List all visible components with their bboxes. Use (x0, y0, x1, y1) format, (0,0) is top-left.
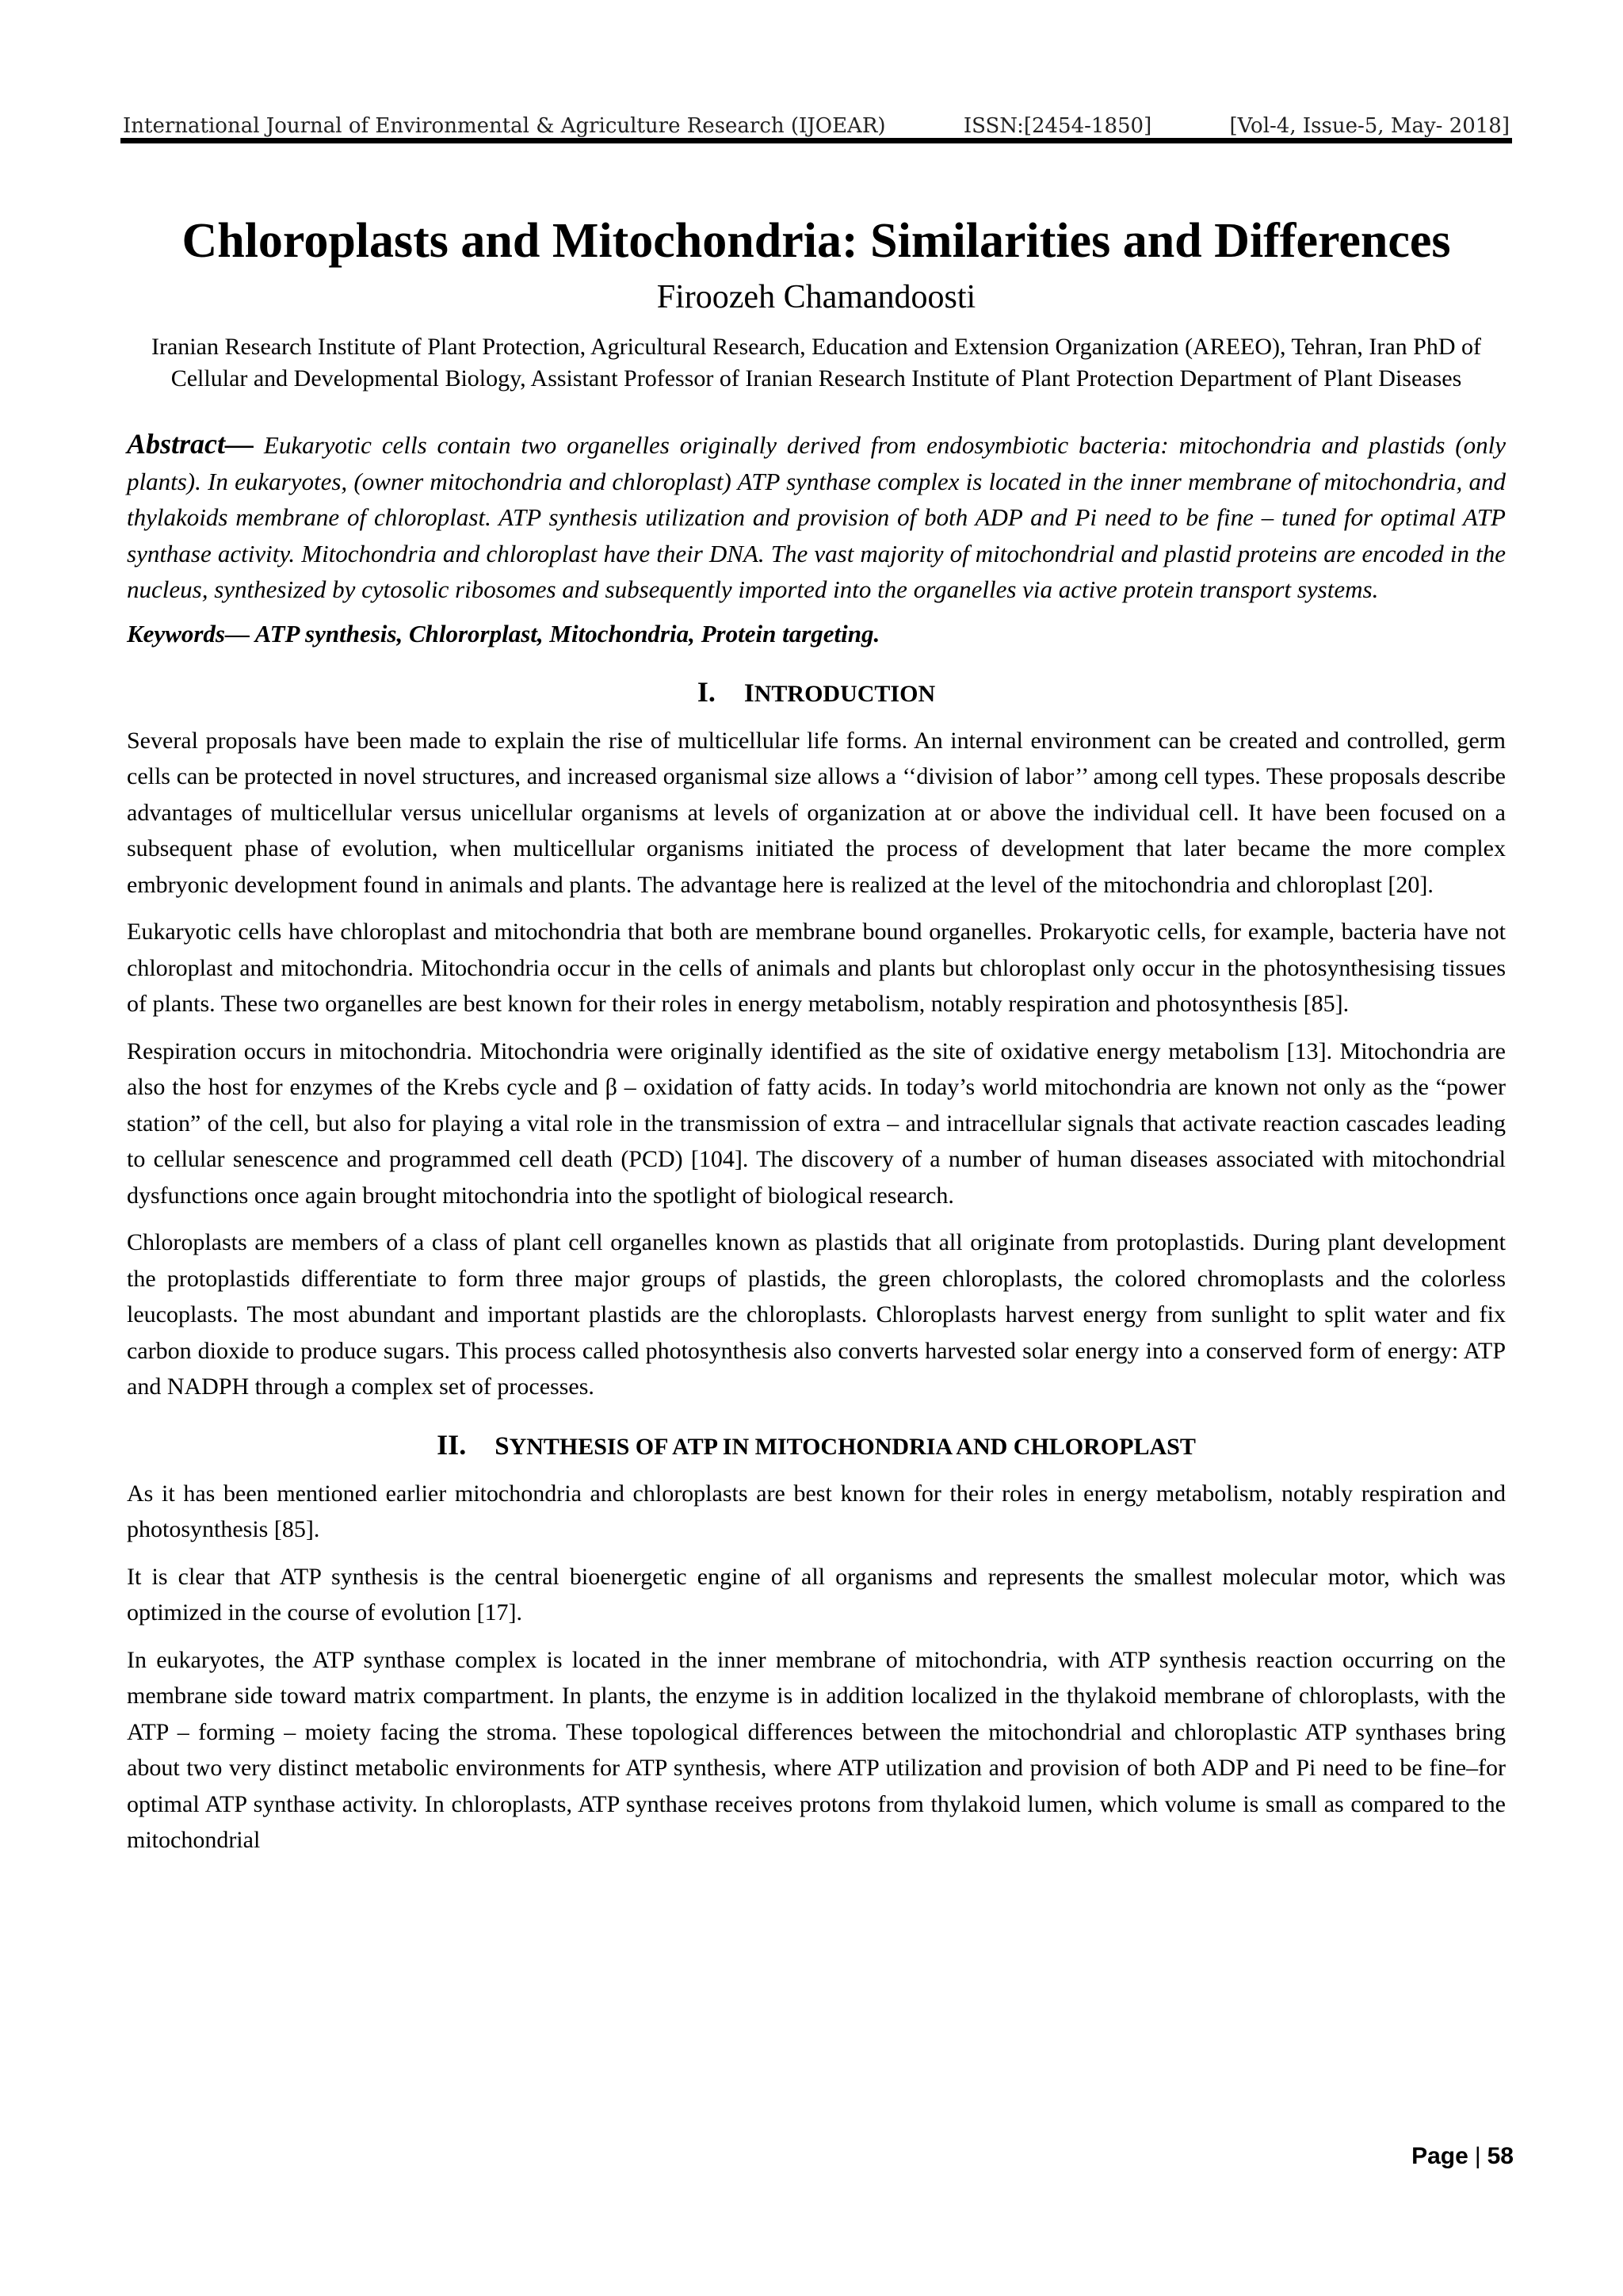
page-number: 58 (1487, 2143, 1514, 2169)
footer-separator: | (1474, 2143, 1481, 2169)
page-label: Page (1411, 2143, 1468, 2169)
paragraph: Eukaryotic cells have chloroplast and mitochondria that both are membrane bound organelles. Prokaryotic cells, for example, bacteria have not chloroplast and mitochondria. Mitochondria occur in the cells of animals and plants but chloroplast only occur in the photosynthesising tissues of plants. These two organelles are best known for their roles in energy metabolism, notably respiration and photosynthesis [85]. (127, 919, 1506, 1017)
article-body (127, 208, 1506, 1870)
issn: ISSN:[2454-1850] (963, 114, 1152, 138)
abstract-text: Eukaryotic cells contain two organelles originally derived from endosymbiotic bacteria: mitochondria and plastids (only plants). In eukaryotes, (owner mitochondria and chloroplast) ATP synthase complex is located in the inner membrane of mitochondria, and thylakoids membrane of chloroplast. ATP synthesis utilization and provision of both ADP and Pi need to be fine – tuned for optimal ATP synthase activity. Mitochondria and chloroplast have their DNA. The vast majority of mitochondrial and plastid proteins are encoded in the nucleus, synthesized by cytosolic ribosomes and subsequently imported into the organelles via active protein transport systems. (127, 431, 1506, 603)
paragraph: In eukaryotes, the ATP synthase complex is located in the inner membrane of mitochondria, with ATP synthesis reaction occurring on the membrane side toward matrix compartment. In plants, the enzyme is in addition localized in the thylakoid membrane of chloroplasts, with the ATP – forming – moiety facing the stroma. These topological differences between the mitochondrial and chloroplastic ATP synthases bring about two very distinct metabolic environments for ATP synthesis, where ATP utilization and provision of both ADP and Pi need to be fine–for optimal ATP synthase activity. In chloroplasts, ATP synthase receives protons from thylakoid lumen, which volume is small as compared to the mitochondrial (127, 1646, 1506, 1853)
paragraph: As it has been mentioned earlier mitochondria and chloroplasts are best known for their roles in energy metabolism, notably respiration and photosynthesis [85]. (127, 1480, 1506, 1542)
section-title: NTRODUCTION (754, 680, 936, 707)
author-affiliation: Iranian Research Institute of Plant Protection, Agricultural Research, Education and Extension Organization (AREEO), Tehran, Iran PhD of Cellular and Developmental Biology, Assistant Professor of Iranian Research Institute of Plant Protection Department of Plant Diseases (151, 334, 1481, 392)
running-header (123, 97, 1510, 138)
section-introduction (127, 674, 1506, 1405)
section-number: I. (697, 675, 716, 708)
journal-name: International Journal of Environmental & Agriculture Research (IJOEAR) (123, 114, 886, 138)
abstract (127, 426, 1506, 608)
section-synthesis-of-atp (127, 1427, 1506, 1859)
page-footer (1355, 2143, 1514, 2170)
section-heading (127, 674, 1506, 712)
section-title: YNTHESIS OF ATP IN MITOCHONDRIA AND CHLOROPLAST (509, 1433, 1196, 1460)
section-title-initial: S (495, 1431, 510, 1461)
section-title-initial: I (743, 678, 754, 708)
section-heading (127, 1427, 1506, 1465)
volume-issue: [Vol-4, Issue-5, May- 2018] (1229, 114, 1510, 138)
keywords: Keywords— ATP synthesis, Chlororplast, Mitochondria, Protein targeting. (127, 619, 880, 648)
paragraph: Several proposals have been made to explain the rise of multicellular life forms. An internal environment can be created and controlled, germ cells can be protected in novel structures, and increased organismal size allows a ‘‘division of labor’’ among cell types. These proposals describe advantages of multicellular versus unicellular organisms at levels of organization at or above the individual cell. It have been focused on a subsequent phase of evolution, when multicellular organisms initiated the process of development that later became the more complex embryonic development found in animals and plants. The advantage here is realized at the level of the mitochondria and chloroplast [20]. (127, 727, 1506, 898)
paragraph: Respiration occurs in mitochondria. Mitochondria were originally identified as the site of oxidative energy metabolism [13]. Mitochondria are also the host for enzymes of the Krebs cycle and β – oxidation of fatty acids. In today’s world mitochondria are known not only as the “power station” of the cell, but also for playing a vital role in the transmission of extra – and intracellular signals that activate reaction cascades leading to cellular senescence and programmed cell death (PCD) [104]. The discovery of a number of human diseases associated with mitochondrial dysfunctions once again brought mitochondria into the spotlight of biological research. (127, 1037, 1506, 1209)
paragraph: Chloroplasts are members of a class of plant cell organelles known as plastids that all originate from protoplastids. During plant development the protoplastids differentiate to form three major groups of plastids, the green chloroplasts, the colored chromoplasts and the colorless leucoplasts. The most abundant and important plastids are the chloroplasts. Chloroplasts harvest energy from sunlight to split water and fix carbon dioxide to produce sugars. This process called photosynthesis also converts harvested solar energy into a conserved form of energy: ATP and NADPH through a complex set of processes. (127, 1229, 1506, 1400)
paragraph: It is clear that ATP synthesis is the central bioenergetic engine of all organisms and represents the smallest molecular motor, which was optimized in the course of evolution [17]. (127, 1563, 1506, 1626)
article-title: Chloroplasts and Mitochondria: Similarities and Differences (181, 214, 1451, 268)
abstract-label: Abstract— (127, 428, 254, 460)
section-number: II. (437, 1428, 467, 1461)
author-name: Firoozeh Chamandoosti (656, 279, 976, 315)
header-rule (120, 138, 1512, 143)
